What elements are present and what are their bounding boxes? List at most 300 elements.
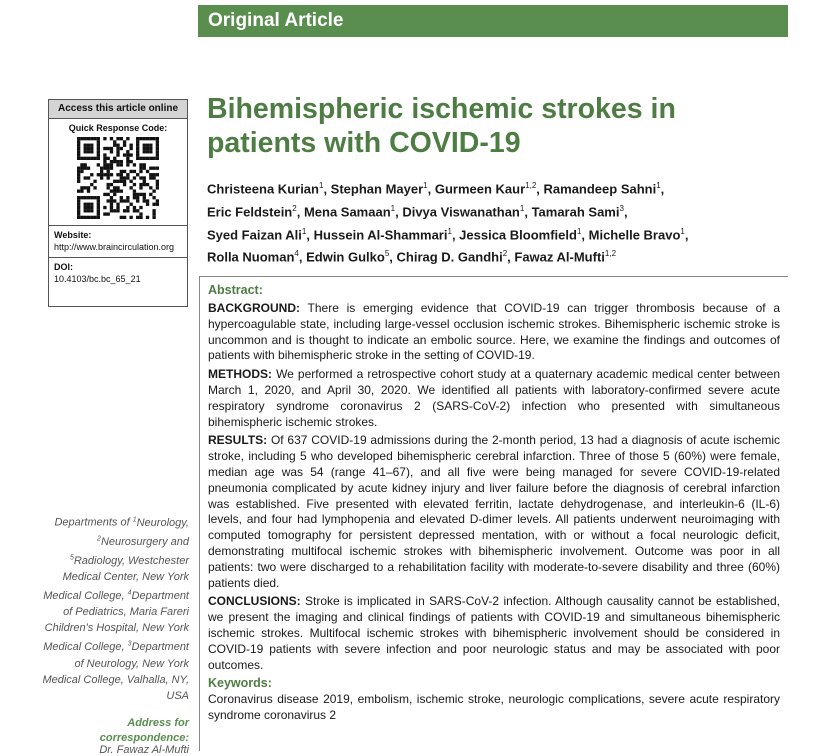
qr-module: [110, 173, 113, 176]
affiliation-text: Radiology, Westchester Medical Center, New York Medical College,: [43, 554, 189, 602]
qr-module: [90, 137, 93, 140]
qr-module: [143, 196, 146, 199]
qr-module: [113, 189, 116, 192]
author-affiliation-mark: 1: [519, 203, 525, 213]
qr-module: [146, 137, 149, 140]
qr-module: [129, 153, 132, 156]
qr-module: [120, 170, 123, 173]
qr-module: [84, 157, 87, 160]
correspondence-name: Dr. Fawaz Al-Mufti: [99, 744, 189, 756]
qr-module: [84, 176, 87, 179]
qr-module: [103, 193, 106, 196]
author-name: Fawaz Al-Mufti: [514, 249, 605, 265]
qr-module: [84, 209, 87, 212]
qr-module: [110, 160, 113, 163]
qr-module: [80, 189, 83, 192]
qr-module: [103, 157, 106, 160]
qr-module: [139, 183, 142, 186]
qr-module: [87, 167, 90, 170]
qr-module: [126, 206, 129, 209]
affiliations-intro: Departments of: [54, 516, 130, 529]
qr-module: [139, 193, 142, 196]
qr-module: [139, 176, 142, 179]
qr-module: [146, 170, 149, 173]
author-name: Stephan Mayer: [330, 181, 424, 197]
qr-module: [116, 150, 119, 153]
qr-module: [116, 160, 119, 163]
author-affiliation-mark: 1: [318, 181, 324, 190]
qr-module: [126, 163, 129, 166]
qr-module: [116, 180, 119, 183]
qr-module: [139, 170, 142, 173]
qr-module: [126, 150, 129, 153]
qr-module: [136, 150, 139, 153]
qr-module: [152, 216, 155, 219]
qr-module: [126, 199, 129, 202]
qr-code-image[interactable]: [77, 137, 159, 219]
qr-module: [116, 144, 119, 147]
qr-module: [149, 193, 152, 196]
qr-module: [97, 212, 100, 215]
qr-module: [129, 170, 132, 173]
qr-module: [77, 209, 80, 212]
qr-module: [129, 147, 132, 150]
qr-module: [107, 157, 110, 160]
qr-module: [110, 209, 113, 212]
affiliation-mark: 5: [69, 553, 74, 561]
affiliation-mark: 4: [127, 589, 132, 597]
qr-module: [97, 137, 100, 140]
qr-module: [149, 150, 152, 153]
qr-module: [139, 212, 142, 215]
qr-module: [143, 193, 146, 196]
qr-module: [103, 212, 106, 215]
qr-module: [139, 186, 142, 189]
qr-module: [136, 209, 139, 212]
qr-module: [80, 186, 83, 189]
qr-module: [77, 153, 80, 156]
qr-module: [136, 144, 139, 147]
qr-module: [87, 216, 90, 219]
qr-module: [152, 189, 155, 192]
qr-module: [149, 176, 152, 179]
qr-module: [133, 209, 136, 212]
qr-module: [120, 189, 123, 192]
qr-module: [139, 216, 142, 219]
author-list: Christeena Kurian$^1$, Stephan Mayer$^1$, Gurmeen Kaur$^{1,2}$, Ramandeep Sahni$^1$, Eric Feldstein$^2$, Mena Samaan$^1$, Divya Viswanathan$^1$, Tamarah Sami$^3$, Syed Faizan Ali$^1$, Hussein Al-Shammari$^1$, Jessica Bloomfield$^1$, Michelle Bravo$^1$, Rolla Nuoman$^4$, Edwin Gulko$^5$, Chirag D. Gandhi$^2$, Fawaz Al-Mufti$^{1,2}$: [207, 181, 689, 265]
author-name: Michelle Bravo: [588, 226, 681, 242]
qr-module: [113, 180, 116, 183]
website-url-link[interactable]: http://www.braincirculation.org: [54, 242, 175, 252]
author-name: Jessica Bloomfield: [459, 226, 577, 242]
qr-module: [93, 196, 96, 199]
qr-module: [110, 183, 113, 186]
qr-module: [156, 157, 159, 160]
qr-module: [103, 160, 106, 163]
qr-module: [133, 193, 136, 196]
author-affiliation-mark: 2: [292, 203, 297, 213]
qr-module: [152, 176, 155, 179]
qr-module: [156, 167, 159, 170]
qr-module: [136, 199, 139, 202]
author-affiliation-mark: 1,2: [525, 181, 537, 190]
qr-module: [97, 203, 100, 206]
qr-module: [87, 137, 90, 140]
qr-module: [133, 206, 136, 209]
qr-module: [103, 137, 106, 140]
qr-module: [90, 216, 93, 219]
author-affiliation-mark: 1: [390, 203, 396, 213]
qr-module: [103, 173, 106, 176]
qr-module: [149, 173, 152, 176]
qr-module: [146, 199, 149, 202]
qr-module: [80, 196, 83, 199]
qr-module: [90, 144, 93, 147]
qr-module: [120, 173, 123, 176]
qr-module: [90, 183, 93, 186]
qr-module: [156, 150, 159, 153]
qr-module: [116, 137, 119, 140]
website-label: Website:: [54, 230, 92, 240]
author-name: Ramandeep Sahni: [543, 181, 657, 197]
qr-module: [87, 206, 90, 209]
qr-module: [136, 196, 139, 199]
qr-module: [103, 153, 106, 156]
qr-module: [110, 196, 113, 199]
affiliation-text: Neurosurgery and: [100, 535, 189, 548]
qr-module: [107, 163, 110, 166]
qr-module: [139, 163, 142, 166]
author-affiliation-mark: 1: [576, 226, 582, 236]
qr-module: [156, 140, 159, 143]
qr-module: [93, 180, 96, 183]
article-type-banner: Original Article: [198, 5, 788, 37]
abstract-heading: Abstract:: [208, 283, 263, 297]
author-affiliation-mark: 1,2: [604, 249, 617, 259]
qr-module: [77, 173, 80, 176]
qr-module: [90, 150, 93, 153]
qr-module: [149, 157, 152, 160]
qr-module: [143, 167, 146, 170]
author-affiliation-mark: 2: [502, 249, 508, 259]
qr-module: [97, 150, 100, 153]
qr-module: [80, 167, 83, 170]
qr-module: [156, 173, 159, 176]
author-name: Eric Feldstein: [207, 204, 293, 220]
qr-module: [149, 137, 152, 140]
methods-label: METHODS:: [208, 367, 272, 382]
qr-module: [87, 186, 90, 189]
author-name: Mena Samaan: [303, 204, 391, 220]
qr-module: [110, 206, 113, 209]
qr-module: [152, 173, 155, 176]
background-label: BACKGROUND:: [208, 301, 300, 315]
qr-module: [120, 147, 123, 150]
qr-module: [156, 199, 159, 202]
qr-module: [123, 140, 126, 143]
qr-module: [156, 153, 159, 156]
qr-module: [129, 180, 132, 183]
qr-module: [97, 216, 100, 219]
conclusions-label: CONCLUSIONS:: [208, 594, 301, 609]
abstract-box: [199, 276, 788, 751]
qr-module: [84, 167, 87, 170]
author-name: Rolla Nuoman: [207, 249, 295, 265]
qr-module: [87, 209, 90, 212]
qr-module: [126, 209, 129, 212]
qr-module: [113, 186, 116, 189]
qr-module: [146, 157, 149, 160]
qr-module: [110, 199, 113, 202]
qr-module: [143, 163, 146, 166]
qr-module: [87, 203, 90, 206]
qr-module: [97, 140, 100, 143]
qr-module: [116, 189, 119, 192]
qr-module: [123, 176, 126, 179]
qr-module: [139, 206, 142, 209]
qr-module: [110, 137, 113, 140]
qr-module: [87, 147, 90, 150]
qr-module: [110, 203, 113, 206]
results-label: RESULTS:: [208, 433, 268, 448]
qr-module: [97, 173, 100, 176]
qr-module: [146, 183, 149, 186]
qr-module: [93, 186, 96, 189]
qr-module: [100, 167, 103, 170]
qr-module: [97, 163, 100, 166]
qr-module: [77, 196, 80, 199]
abstract-results: [208, 433, 780, 591]
qr-module: [84, 147, 87, 150]
affiliation-text: Department of Pediatrics, Maria Fareri Children's Hospital, New York Medical College,: [43, 589, 189, 654]
qr-module: [77, 216, 80, 219]
qr-module: [143, 180, 146, 183]
qr-module: [93, 157, 96, 160]
qr-module: [133, 170, 136, 173]
qr-module: [129, 160, 132, 163]
qr-module: [97, 144, 100, 147]
qr-module: [129, 216, 132, 219]
author-name: Hussein Al-Shammari: [313, 226, 448, 242]
qr-module: [152, 167, 155, 170]
qr-module: [90, 203, 93, 206]
qr-module: [136, 173, 139, 176]
author-affiliation-mark: 1: [423, 181, 428, 190]
qr-module: [77, 140, 80, 143]
website-field: [49, 226, 187, 253]
results-text: Of 637 COVID-19 admissions during the 2-month period, 13 had a diagnosis of acute ischemic stroke, including 5 who developed bihemispheric cerebral infarction. Three of those 5 (60%) were female, median age was 54 (range 41–67), and all five were being managed for severe COVID-19-related pneumonia complicated by acute kidney injury and liver failure before the diagnosis of cerebral infarction was established. Five presented with elevated ferritin, lactate dehydrogenase, and interleukin-6 (IL-6) levels, and four had lymphopenia and elevated D-dimer levels. All patients underwent neuroimaging with computed tomography for persistent depressed mentation, with or without a focal neurologic deficit, demonstrating multifocal ischemic strokes with bihemispheric involvement. Outcome was poor in all patients: two were discharged to a rehabilitation facility with moderate-to-severe disability and three (60%) patients died.: [208, 433, 780, 590]
qr-module: [143, 183, 146, 186]
qr-module: [120, 196, 123, 199]
author-affiliation-mark: 1: [656, 181, 661, 190]
qr-module: [133, 196, 136, 199]
qr-module: [139, 137, 142, 140]
qr-module: [84, 163, 87, 166]
qr-module: [146, 216, 149, 219]
qr-module: [120, 180, 123, 183]
qr-module: [110, 150, 113, 153]
affiliation-text: Department of Neurology, New York Medical College, Valhalla, NY, USA: [42, 641, 189, 703]
qr-module: [129, 203, 132, 206]
qr-module: [87, 150, 90, 153]
qr-module: [77, 212, 80, 215]
qr-module: [107, 212, 110, 215]
qr-module: [123, 170, 126, 173]
qr-module: [77, 167, 80, 170]
qr-module: [143, 147, 146, 150]
qr-module: [84, 196, 87, 199]
qr-module: [152, 209, 155, 212]
qr-module: [107, 170, 110, 173]
qr-module: [84, 206, 87, 209]
qr-module: [146, 144, 149, 147]
qr-module: [93, 216, 96, 219]
qr-module: [149, 186, 152, 189]
author-name: Divya Viswanathan: [402, 204, 520, 220]
qr-module: [110, 189, 113, 192]
qr-module: [152, 157, 155, 160]
qr-module: [126, 176, 129, 179]
qr-module: [107, 193, 110, 196]
qr-module: [97, 209, 100, 212]
qr-module: [84, 216, 87, 219]
article-title: Bihemispheric ischemic strokes in patients with COVID-19: [207, 93, 676, 159]
qr-module: [77, 189, 80, 192]
qr-code-label: Quick Response Code:: [68, 123, 168, 133]
qr-module: [87, 176, 90, 179]
qr-module: [126, 137, 129, 140]
qr-module: [113, 160, 116, 163]
qr-module: [97, 157, 100, 160]
qr-module: [90, 206, 93, 209]
qr-module: [136, 193, 139, 196]
methods-text: We performed a retrospective cohort study at a quaternary academic medical center between March 1, 2020, and April 30, 2020. We identified all patients with laboratory-confirmed severe acute respiratory syndrome coronavirus 2 (SARS-CoV-2) infection who presented with simultaneous bihemispheric ischemic strokes.: [208, 367, 780, 429]
affiliation-text: Neurology,: [136, 516, 189, 529]
qr-module: [120, 216, 123, 219]
doi-label: DOI:: [54, 262, 73, 272]
qr-module: [90, 173, 93, 176]
affiliations: [40, 512, 189, 705]
qr-module: [143, 150, 146, 153]
qr-module: [103, 147, 106, 150]
qr-module: [120, 176, 123, 179]
qr-module: [143, 157, 146, 160]
qr-module: [152, 196, 155, 199]
qr-module: [80, 157, 83, 160]
qr-module: [113, 157, 116, 160]
qr-module: [156, 137, 159, 140]
qr-module: [84, 186, 87, 189]
qr-module: [126, 157, 129, 160]
access-article-box: [48, 99, 188, 307]
qr-module: [80, 170, 83, 173]
qr-module: [107, 147, 110, 150]
qr-module: [110, 163, 113, 166]
qr-module: [136, 147, 139, 150]
affiliation-mark: 3: [127, 640, 132, 648]
qr-module: [116, 209, 119, 212]
qr-module: [84, 150, 87, 153]
author-name: Christeena Kurian: [207, 181, 319, 197]
qr-module: [116, 203, 119, 206]
qr-module: [152, 212, 155, 215]
correspondence-label: Address for correspondence:: [99, 717, 189, 744]
qr-module: [90, 209, 93, 212]
author-affiliation-mark: 5: [384, 249, 390, 259]
qr-module: [152, 203, 155, 206]
qr-module: [77, 137, 80, 140]
abstract-methods: [208, 367, 780, 430]
qr-module: [97, 206, 100, 209]
qr-module: [133, 176, 136, 179]
qr-module: [129, 186, 132, 189]
author-affiliation-mark: 1: [680, 226, 685, 236]
abstract-conclusions: [208, 594, 780, 673]
author-affiliation-mark: 1: [301, 226, 307, 236]
keywords-text: Coronavirus disease 2019, embolism, ischemic stroke, neurologic complications, severe acute respiratory syndrome coronavirus 2: [208, 692, 780, 723]
qr-module: [139, 167, 142, 170]
qr-module: [77, 176, 80, 179]
qr-module: [116, 206, 119, 209]
qr-module: [126, 196, 129, 199]
qr-module: [77, 147, 80, 150]
qr-module: [156, 180, 159, 183]
qr-module: [87, 196, 90, 199]
qr-module: [156, 183, 159, 186]
qr-module: [116, 147, 119, 150]
qr-module: [87, 189, 90, 192]
qr-module: [103, 206, 106, 209]
qr-module: [97, 153, 100, 156]
qr-module: [143, 176, 146, 179]
doi-value[interactable]: 10.4103/bc.bc_65_21: [54, 274, 141, 284]
qr-module: [120, 199, 123, 202]
qr-module: [77, 170, 80, 173]
qr-module: [123, 153, 126, 156]
affiliation-mark: 2: [97, 534, 101, 542]
qr-module: [120, 160, 123, 163]
qr-module: [107, 183, 110, 186]
qr-module: [120, 163, 123, 166]
doi-field: [49, 258, 187, 285]
qr-module: [143, 137, 146, 140]
qr-module: [87, 157, 90, 160]
qr-module: [107, 173, 110, 176]
qr-module: [113, 199, 116, 202]
qr-module: [116, 186, 119, 189]
qr-module: [113, 209, 116, 212]
qr-module: [149, 167, 152, 170]
qr-module: [107, 186, 110, 189]
qr-module: [123, 144, 126, 147]
qr-module: [123, 180, 126, 183]
qr-module: [133, 189, 136, 192]
qr-module: [77, 180, 80, 183]
author-affiliation-mark: 3: [619, 203, 624, 213]
qr-module: [77, 206, 80, 209]
qr-module: [87, 144, 90, 147]
qr-module: [123, 209, 126, 212]
author-name: Tamarah Sami: [531, 204, 620, 220]
conclusions-text: Stroke is implicated in SARS-CoV-2 infection. Although causality cannot be established, we present the imaging and clinical findings of patients with COVID-19 and simultaneous bihemispheric ischemic strokes. Multifocal ischemic strokes with bihemispheric involvement should be considered in COVID-19 patients with severe infection and poor neurologic status and may be associated with poor outcomes.: [208, 594, 780, 672]
qr-module: [77, 157, 80, 160]
qr-module: [139, 157, 142, 160]
qr-module: [116, 173, 119, 176]
qr-module: [123, 199, 126, 202]
qr-module: [143, 144, 146, 147]
qr-module: [129, 144, 132, 147]
qr-module: [116, 153, 119, 156]
